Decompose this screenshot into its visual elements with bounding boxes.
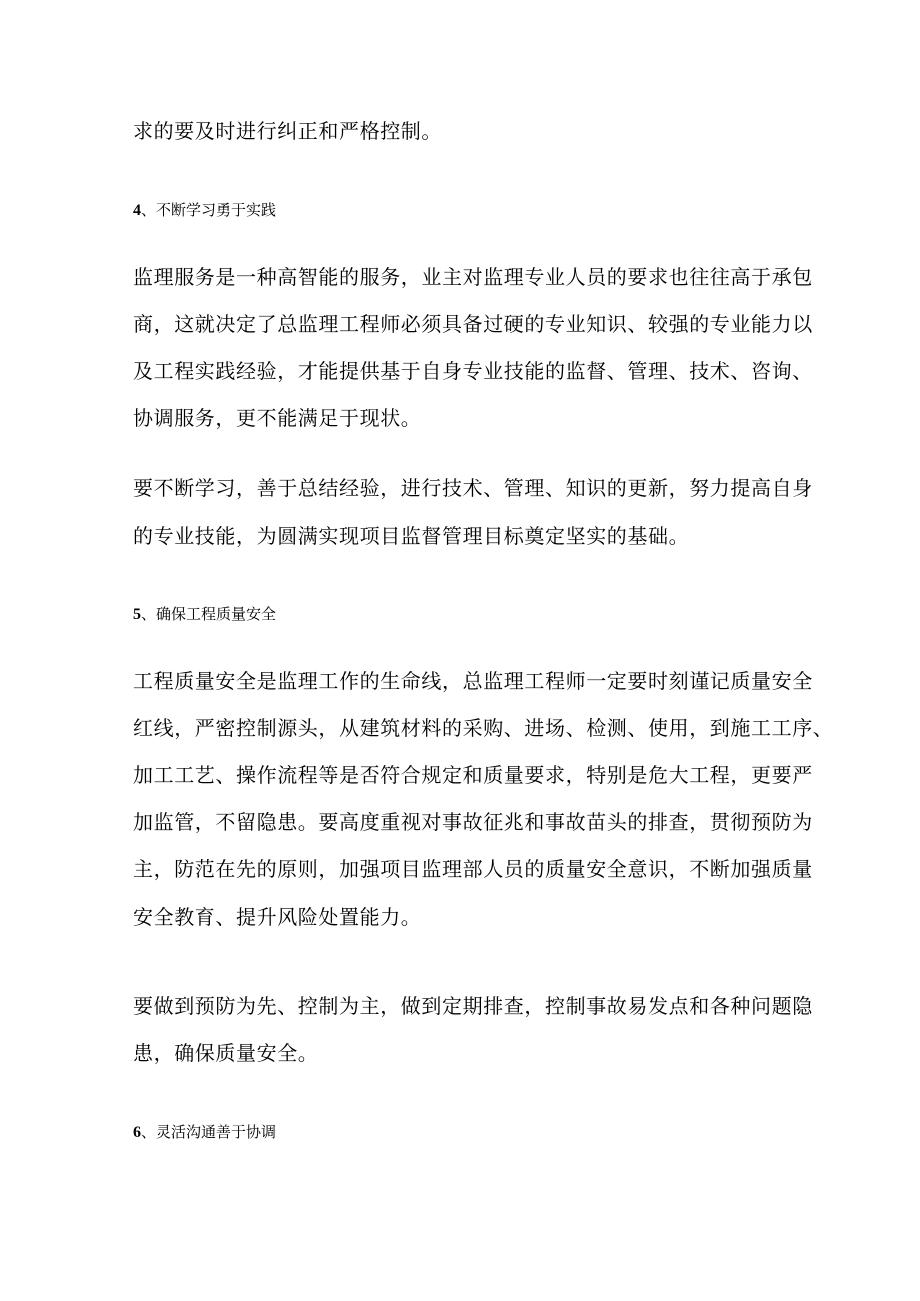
- section-number: 4: [133, 202, 141, 219]
- paragraph-line: 协调服务，更不能满足于现状。: [133, 406, 422, 430]
- paragraph-line: 要不断学习，善于总结经验，进行技术、管理、知识的更新，努力提高自身: [133, 476, 813, 500]
- section-title: 、不断学习勇于实践: [141, 201, 277, 219]
- section-title: 、灵活沟通善于协调: [141, 1123, 277, 1141]
- paragraph-line: 加工工艺、操作流程等是否符合规定和质量要求，特别是危大工程，更要严: [133, 763, 813, 787]
- paragraph-line: 要做到预防为先、控制为主，做到定期排查，控制事故易发点和各种问题隐: [133, 994, 813, 1018]
- section-heading-5: [133, 603, 276, 626]
- section-heading-6: [133, 1121, 276, 1144]
- paragraph-line: 加监管，不留隐患。要高度重视对事故征兆和事故苗头的排查，贯彻预防为: [133, 810, 813, 834]
- section-number: 5: [133, 606, 141, 623]
- paragraph-line: 工程质量安全是监理工作的生命线，总监理工程师一定要时刻谨记质量安全: [133, 669, 813, 693]
- paragraph-line: 红线，严密控制源头，从建筑材料的采购、进场、检测、使用，到施工工序、: [133, 716, 834, 740]
- paragraph-line: 患，确保质量安全。: [133, 1041, 319, 1065]
- paragraph-line: 及工程实践经验，才能提供基于自身专业技能的监督、管理、技术、咨询、: [133, 359, 813, 383]
- paragraph-line: 商，这就决定了总监理工程师必须具备过硬的专业知识、较强的专业能力以: [133, 312, 813, 336]
- paragraph-line: 的专业技能，为圆满实现项目监督管理目标奠定坚实的基础。: [133, 524, 690, 548]
- section-title: 、确保工程质量安全: [141, 605, 277, 623]
- section-number: 6: [133, 1124, 141, 1141]
- paragraph-line: 安全教育、提升风险处置能力。: [133, 905, 422, 929]
- paragraph-line: 主，防范在先的原则，加强项目监理部人员的质量安全意识，不断加强质量: [133, 857, 813, 881]
- paragraph-line: 监理服务是一种高智能的服务，业主对监理专业人员的要求也往往高于承包: [133, 265, 813, 289]
- paragraph-line: 求的要及时进行纠正和严格控制。: [133, 119, 442, 143]
- section-heading-4: [133, 199, 276, 222]
